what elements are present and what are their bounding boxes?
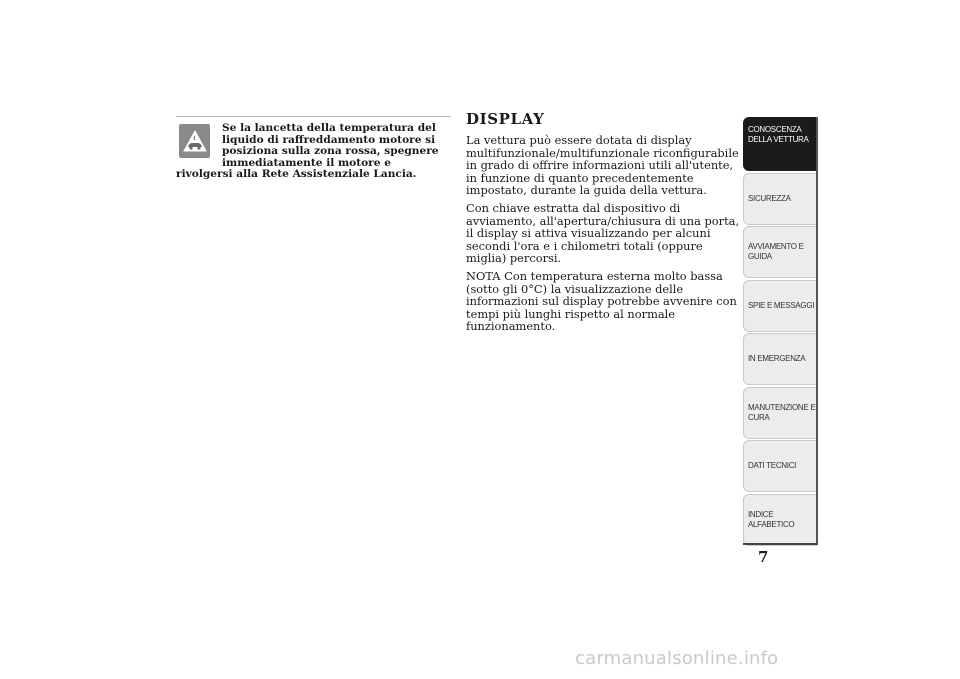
warning-text: Se la lancetta della temperatura del liquido di raffreddamento motore si posiziona sulla zona rossa, spegnere immediatamente il motore e rivolgersi alla Rete Assistenziale Lancia. xyxy=(176,122,439,181)
tab-indice-alfabetico[interactable] xyxy=(743,494,817,546)
tab-avviamento-e-guida[interactable] xyxy=(743,226,817,278)
watermark: carmanualsonline.info xyxy=(575,648,779,669)
tab-label: MANUTENZIONE E CURA xyxy=(748,402,816,422)
display-section xyxy=(466,110,741,339)
tab-spie-e-messaggi[interactable] xyxy=(743,280,817,332)
tab-conoscenza-della-vettura[interactable] xyxy=(743,117,817,171)
section-title: DISPLAY xyxy=(466,110,545,128)
tabs-bottom-rule xyxy=(743,543,818,545)
tab-sicurezza[interactable] xyxy=(743,173,817,225)
tab-in-emergenza[interactable] xyxy=(743,333,817,385)
tab-label: AVVIAMENTO E GUIDA xyxy=(748,242,804,261)
paragraph-2: Con chiave estratta dal dispositivo di avviamento, all'apertura/chiusura di una porta, il display si attiva visualizzando per alcuni secondi l'ora e i chilometri totali (oppure miglia) percorsi. xyxy=(466,201,740,266)
page-number: 7 xyxy=(758,548,769,566)
car-overheat-warning-icon xyxy=(179,124,210,158)
tab-label: SPIE E MESSAGGI xyxy=(748,300,815,310)
tab-label: INDICE ALFABETICO xyxy=(748,509,795,529)
tab-label: SICUREZZA xyxy=(748,193,791,203)
warning-box xyxy=(176,123,446,181)
paragraph-1: La vettura può essere dotata di display multifunzionale/multifunzionale riconfigurabile in grado di offrire informazioni utili all'utente, in funzione di quanto precedentemente impostato, durante la guida della vettura. xyxy=(466,133,739,198)
tab-manutenzione-e-cura[interactable] xyxy=(743,387,817,439)
tab-label: DATI TECNICI xyxy=(748,461,797,470)
paragraph-3: NOTA Con temperatura esterna molto bassa (sotto gli 0°C) la visualizzazione delle informazioni sul display potrebbe avvenire con tempi più lunghi rispetto al normale funzionamento. xyxy=(466,269,737,334)
tab-label: CONOSCENZA DELLA VETTURA xyxy=(748,125,809,144)
warning-top-rule xyxy=(176,116,451,117)
tab-label: IN EMERGENZA xyxy=(748,354,806,363)
tab-dati-tecnici[interactable] xyxy=(743,440,817,492)
chapter-tabs xyxy=(743,117,817,547)
tabs-edge-line xyxy=(816,117,818,544)
